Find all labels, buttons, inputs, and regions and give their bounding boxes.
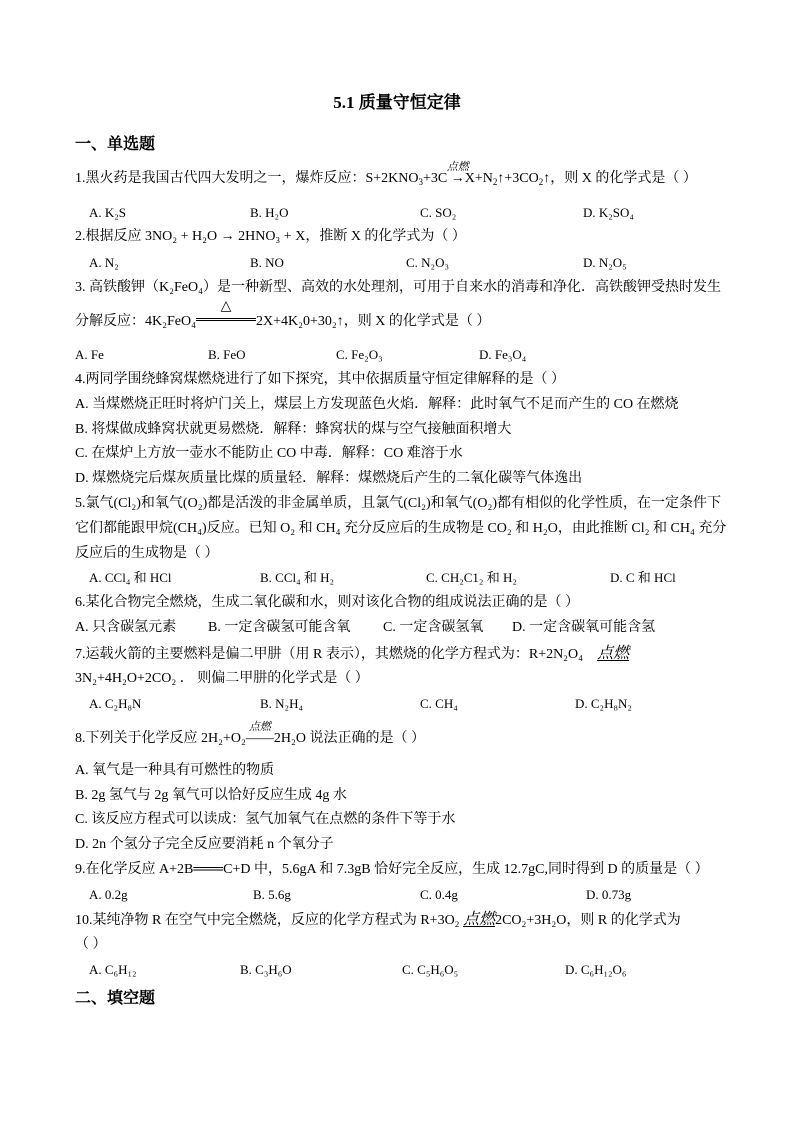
- q6-option-a[interactable]: A. 只含碳氢元素: [75, 620, 177, 635]
- q3-heat-symbol: △: [220, 299, 232, 314]
- q6-option-d[interactable]: D. 一定含碳氧可能含氢: [512, 620, 656, 635]
- q8-option-a[interactable]: A. 氧气是一种具有可燃性的物质: [75, 763, 275, 778]
- q7-option-b[interactable]: B. N₂H₄: [260, 696, 304, 711]
- q1-reaction-arrow: 点燃 →: [451, 170, 465, 188]
- q10-condition: 点燃: [463, 911, 496, 928]
- q3-heat-equals: [196, 299, 256, 321]
- q1-condition: 点燃: [446, 161, 469, 173]
- q9-option-a[interactable]: A. 0.2g: [89, 887, 128, 902]
- question-1-stem: 1.黑火药是我国古代四大发明之一，爆炸反应：$S+2KNO_3+3C$ 点燃 $\to X+N_2↑+3CO_2↑$，则 X 的化学式是（ ）: [75, 170, 697, 188]
- q7-option-d[interactable]: D. C₂H₈N₂: [575, 696, 632, 711]
- q1-stem-b: +3C: [423, 171, 448, 186]
- question-5-line-2: 它们都能跟甲烷(CH₄)反应。已知 O₂ 和 CH₄ 充分反应后的生成物是 CO₂ 和 H₂O，由此推断 Cl₂ 和 CH₄ 充分: [75, 521, 727, 536]
- q8-stem-a: 8.下列关于化学反应 2H₂+O₂: [75, 731, 246, 746]
- question-10-line-1: [75, 911, 681, 930]
- question-9-stem: 9.在化学反应 A+2B═══C+D 中，5.6gA 和 7.3gB 恰好完全反应，生成 12.7gC,同时得到 D 的质量是（ ）: [75, 862, 709, 877]
- section-heading-fill-in: 二、填空题: [75, 990, 156, 1007]
- question-5-line-1: 5.氯气(Cl₂)和氧气(O₂)都是活泼的非金属单质，且氯气(Cl₂)和氧气(O₂)都有相似的化学性质，在一定条件下: [75, 496, 721, 511]
- q2-option-b[interactable]: B. NO: [250, 255, 284, 270]
- q9-option-d[interactable]: D. 0.73g: [586, 887, 632, 902]
- q10-option-a[interactable]: A. C₆H₁₂: [89, 962, 137, 977]
- q7-option-c[interactable]: C. CH₄: [420, 696, 458, 711]
- q4-option-c[interactable]: C. 在煤炉上方放一壶水不能防止 CO 中毒．解释：CO 难溶于水: [75, 446, 463, 461]
- q4-option-d[interactable]: D. 煤燃烧完后煤灰质量比煤的质量轻．解释：煤燃烧后产生的二氧化碳等气体逸出: [75, 471, 583, 486]
- q10-line1b: 2CO₂+3H₂O，则 R 的化学式为: [495, 913, 681, 928]
- q1-stem-d: ↑+3CO: [497, 171, 539, 186]
- question-4-stem: 4.两同学围绕蜂窝煤燃烧进行了如下探究，其中依据质量守恒定律解释的是（ ）: [75, 372, 565, 387]
- q5-option-d[interactable]: D. C 和 HCl: [610, 570, 676, 585]
- question-10-line-2: （ ）: [75, 937, 107, 952]
- q8-option-c[interactable]: C. 该反应方程式可以读成：氢气加氧气在点燃的条件下等于水: [75, 812, 456, 827]
- question-5-line-3: 反应后的生成物是（ ）: [75, 546, 219, 561]
- question-3-line-1: 3. 高铁酸钾（K₂FeO₄）是一种新型、高效的水处理剂，可用于自来水的消毒和净化．高铁酸钾受热时发生: [75, 280, 721, 295]
- q1-option-c[interactable]: C. SO₂: [420, 205, 457, 220]
- q6-option-c[interactable]: C. 一定含碳氢氧: [383, 620, 484, 635]
- q3-option-a[interactable]: A. Fe: [75, 347, 104, 362]
- q1-stem-e: ↑，则 X 的化学式是（ ）: [543, 171, 697, 186]
- q1-stem-a: 1.黑火药是我国古代四大发明之一，爆炸反应：S+2KNO: [75, 171, 419, 186]
- q8-reaction-arrow: 点燃 ——: [246, 730, 274, 748]
- q10-option-b[interactable]: B. C₃H₆O: [240, 962, 292, 977]
- q2-option-a[interactable]: A. N₂: [89, 255, 119, 270]
- q1-option-a[interactable]: A. K₂S: [89, 205, 127, 220]
- q10-option-c[interactable]: C. C₅H₆O₅: [402, 962, 459, 977]
- q9-option-b[interactable]: B. 5.6g: [253, 887, 291, 902]
- q10-option-d[interactable]: D. C₆H₁₂O₆: [565, 962, 627, 977]
- q3-line2b: 2X+4K₂0+30₂↑，则 X 的化学式是（ ）: [255, 314, 491, 329]
- question-8-stem: [75, 721, 425, 748]
- question-3-line-2: [75, 299, 491, 331]
- q1-stem-c: X+N: [464, 171, 493, 186]
- q8-option-b[interactable]: B. 2g 氢气与 2g 氧气可以恰好反应生成 4g 水: [75, 788, 347, 803]
- q8-stem-b: 2H₂O 说法正确的是（ ）: [273, 731, 425, 746]
- q7-condition: 点燃: [597, 645, 630, 662]
- q1-option-b[interactable]: B. H₂O: [250, 205, 289, 220]
- q3-option-b[interactable]: B. FeO: [208, 347, 246, 362]
- q4-option-a[interactable]: A. 当煤燃烧正旺时将炉门关上，煤层上方发现蓝色火焰．解释：此时氧气不足而产生的 CO 在燃烧: [75, 397, 679, 412]
- section-heading-single-choice: 一、单选题: [75, 136, 156, 153]
- q2-option-c[interactable]: C. N₂O₃: [406, 255, 450, 270]
- q3-line2a: 分解反应：4K₂FeO₄: [75, 314, 196, 329]
- q5-option-a[interactable]: A. CCl₄ 和 HCl: [89, 570, 172, 585]
- q5-option-c[interactable]: C. CH₂C1₂ 和 H₂: [426, 570, 517, 585]
- q4-option-b[interactable]: B. 将煤做成蜂窝状就更易燃烧．解释：蜂窝状的煤与空气接触面积增大: [75, 422, 512, 437]
- q3-option-d[interactable]: D. Fe₃O₄: [479, 347, 527, 362]
- page-title: 5.1 质量守恒定律: [333, 93, 461, 112]
- q8-option-d[interactable]: D. 2n 个氢分子完全反应要消耗 n 个氧分子: [75, 837, 334, 852]
- q7-line1: 7.运载火箭的主要燃料是偏二甲肼（用 R 表示），其燃烧的化学方程式为：R+2N₂O₄: [75, 647, 584, 662]
- q2-option-d[interactable]: D. N₂O₅: [583, 255, 627, 270]
- q1-option-d[interactable]: D. K₂SO₄: [583, 205, 634, 220]
- q5-option-b[interactable]: B. CCl₄ 和 H₂: [260, 570, 335, 585]
- q9-option-c[interactable]: C. 0.4g: [420, 887, 458, 902]
- q6-option-b[interactable]: B. 一定含碳氢可能含氧: [208, 620, 351, 635]
- q10-line1a: 10.某纯净物 R 在空气中完全燃烧，反应的化学方程式为 R+3O₂: [75, 913, 460, 928]
- q8-condition: 点燃: [248, 721, 271, 733]
- question-6-stem: 6.某化合物完全燃烧，生成二氧化碳和水，则对该化合物的组成说法正确的是（ ）: [75, 595, 579, 610]
- question-2-stem: 2.根据反应 3NO₂ + H₂O → 2HNO₃ + X，推断 X 的化学式为（ ）: [75, 229, 466, 244]
- q3-option-c[interactable]: C. Fe₂O₃: [336, 347, 383, 362]
- question-7-line-2: 3N₂+4H₂O+2CO₂ ． 则偏二甲肼的化学式是（ ）: [75, 671, 369, 686]
- q7-option-a[interactable]: A. C₂H₈N: [89, 696, 142, 711]
- question-7-line-1: [75, 645, 629, 664]
